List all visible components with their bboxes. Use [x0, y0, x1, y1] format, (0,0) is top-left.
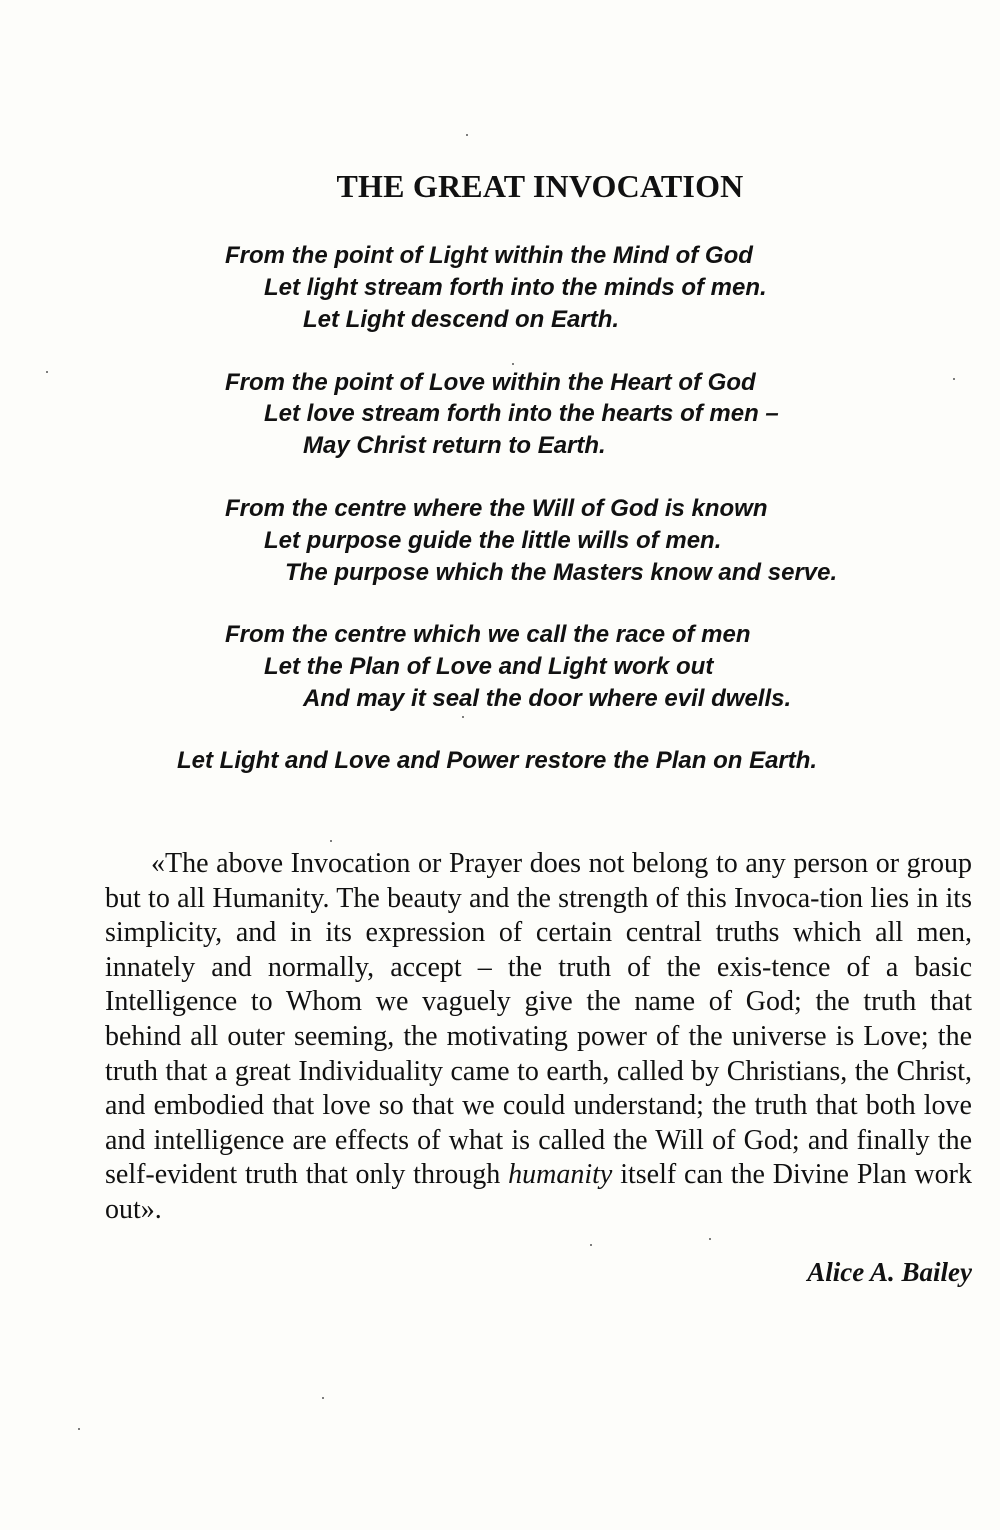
page-title: THE GREAT INVOCATION [336, 168, 744, 204]
commentary-text-end: itself can the Divine Plan work out». [105, 1159, 972, 1225]
commentary-paragraph [105, 847, 972, 1228]
poem-line: May Christ return to Earth. [303, 432, 606, 459]
poem-line: Let love stream forth into the hearts of men – [264, 400, 779, 427]
scan-speck [466, 134, 468, 136]
poem-line: From the centre where the Will of God is known [225, 495, 768, 522]
closing-line: Let Light and Love and Power restore the Plan on Earth. [177, 747, 818, 774]
poem-line: And may it seal the door where evil dwells. [303, 685, 792, 712]
poem-line: Let Light descend on Earth. [303, 306, 620, 333]
scan-speck [322, 1397, 324, 1399]
scan-speck [78, 1428, 80, 1430]
scan-speck [709, 1238, 711, 1240]
poem-line: Let light stream forth into the minds of men. [264, 274, 767, 301]
scan-speck [590, 1244, 592, 1246]
poem-line: From the point of Love within the Heart of God [225, 369, 756, 396]
scan-speck [953, 378, 955, 380]
poem-line: From the point of Light within the Mind of God [225, 242, 753, 269]
poem-line: From the centre which we call the race of men [225, 621, 751, 648]
scan-speck [46, 371, 48, 373]
poem-line: Let the Plan of Love and Light work out [264, 653, 714, 680]
scan-speck [462, 716, 464, 718]
scan-speck [512, 363, 514, 365]
poem-line: The purpose which the Masters know and serve. [285, 559, 838, 586]
commentary-emphasis: humanity [508, 1159, 613, 1191]
poem-line: Let purpose guide the little wills of men. [264, 527, 722, 554]
scan-speck [330, 840, 332, 842]
author-signature: Alice A. Bailey [807, 1257, 972, 1287]
commentary-text: «The above Invocation or Prayer does not belong to any person or group but to all Humanity. The beauty and the strength of this Invoca-tion lies in its simplicity, and in its expression of certain central truths which all men, innately and normally, accept – the truth of the exis-tence of a basic Intelligence to Whom we vaguely give the name of God; the truth that behind all outer seeming, the motivating power of the universe is Love; the truth that a great Individuality came to earth, called by Christians, the Christ, and embodied that love so that we could understand; the truth that both love and intelligence are effects of what is called the Will of God; and finally the self-evident truth that only through [105, 848, 972, 1191]
